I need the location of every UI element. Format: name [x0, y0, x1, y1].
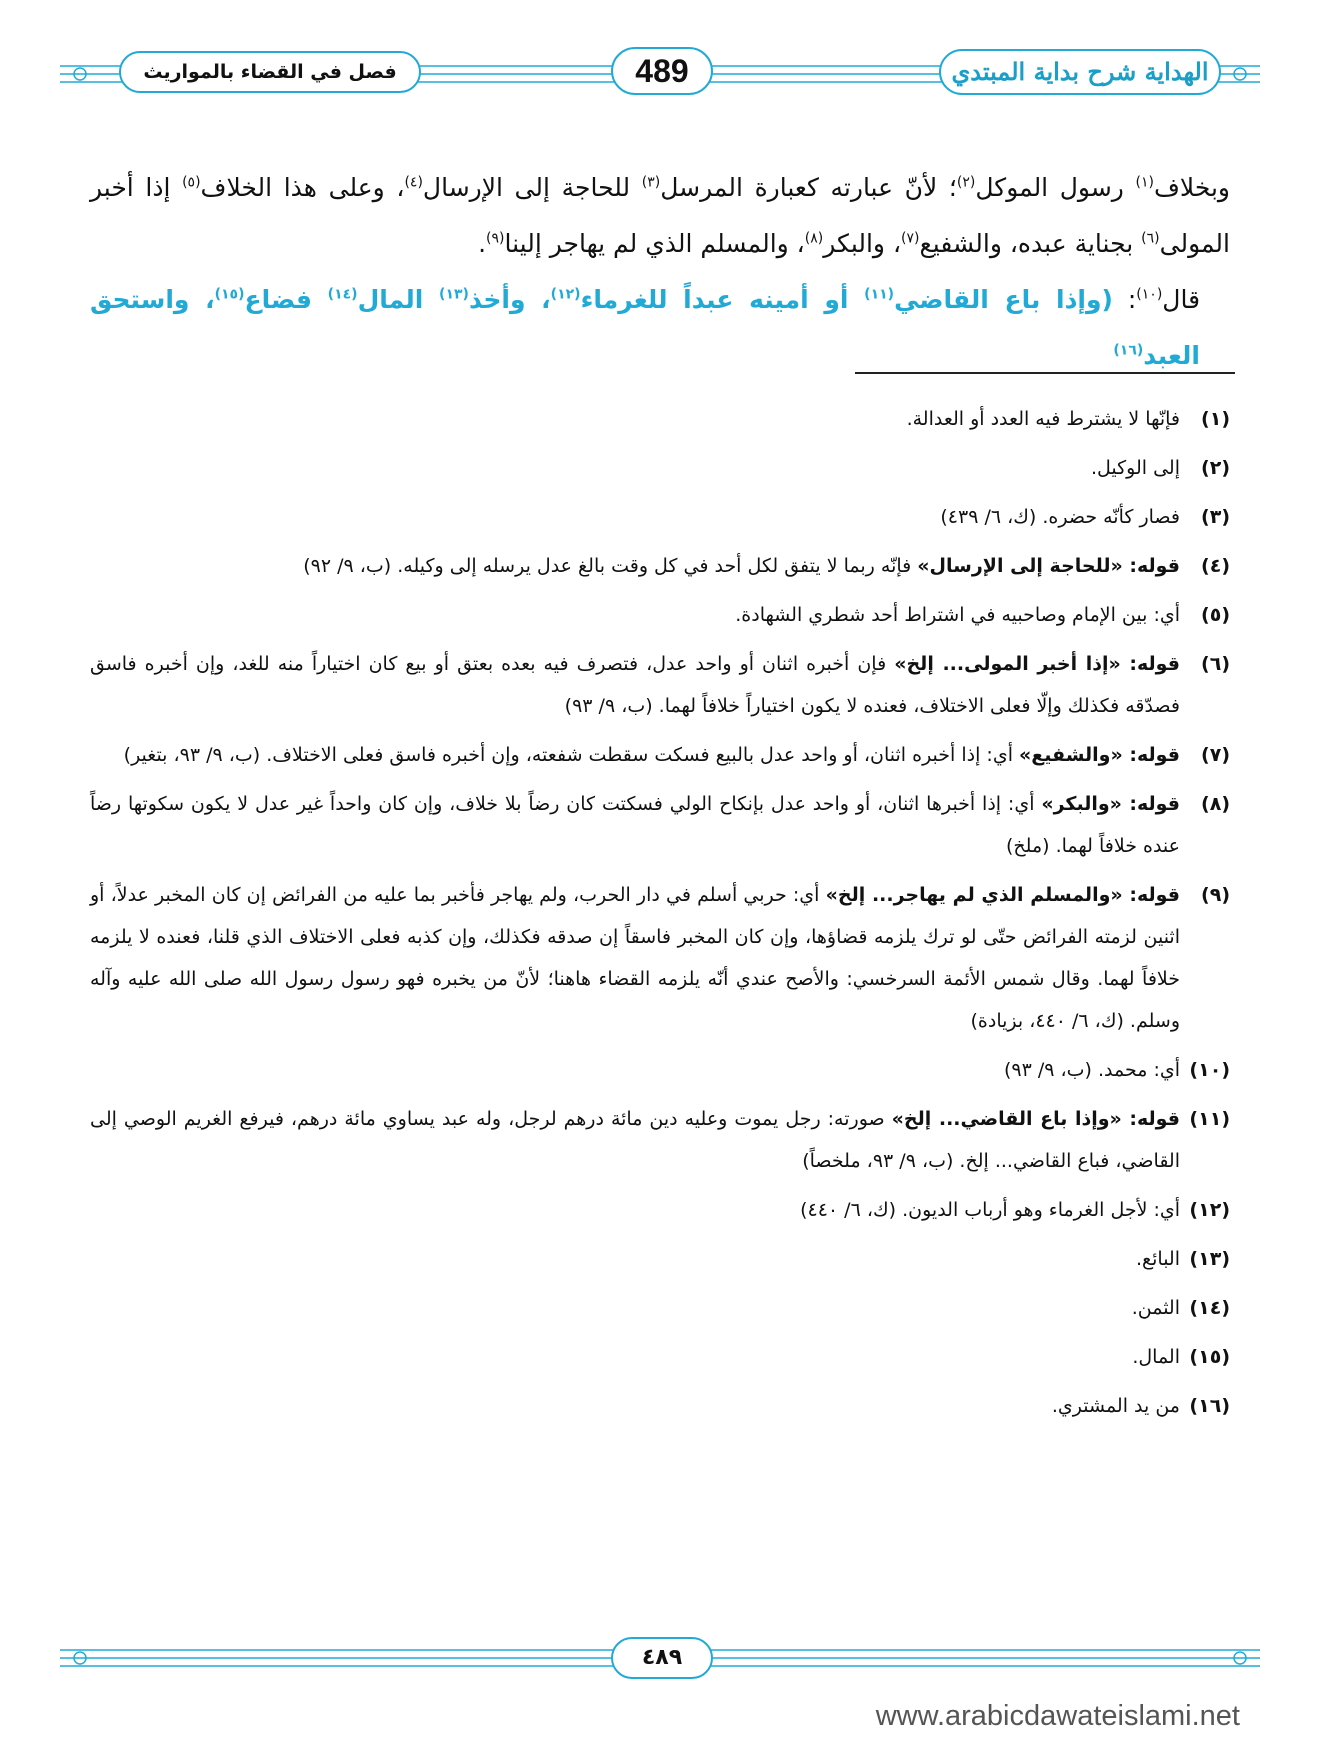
footnote-ref: (٧) — [901, 230, 920, 247]
footnote — [90, 594, 1230, 636]
footnote — [90, 1049, 1230, 1091]
footnote-number: (٣) — [1201, 506, 1230, 528]
footnote-number: (٨) — [1201, 793, 1230, 815]
footnote-text: أي: إذا أخبرها اثنان، أو واحد عدل بإنكاح الولي فسكتت كان رضاً بلا خلاف، وإن كان واحداً غير عدل لا يكون سكوتها رضاً عنده خلافاً لهما. (ملخ) — [90, 793, 1180, 857]
text-run: ؛ لأنّ عبارته كعبارة المرسل — [660, 173, 957, 202]
footnote-text: فإن أخبره اثنان أو واحد عدل، فتصرف فيه بعده بعتق أو بيع كان اختياراً منه للغد، وإن أخبره فاسق فصدّقه فكذلك وإلّا فعلى الاختلاف، فعنده لا يكون اختياراً خلافاً لهما. (ب، ٩/ ٩٣) — [90, 653, 1180, 717]
footnote-text: الثمن. — [1131, 1297, 1180, 1319]
footnote-number: (١٦) — [1189, 1395, 1230, 1417]
footnote-ref: (٨) — [804, 230, 824, 247]
text-run: بجناية عبده، والشفيع — [919, 229, 1142, 258]
footnote-lemma: قوله: «والمسلم الذي لم يهاجر... إلخ» — [825, 884, 1181, 906]
footer-page-number: ٤٨٩ — [641, 1645, 683, 1670]
matn-text — [90, 285, 1200, 370]
page-number: 489 — [635, 53, 689, 89]
footnote-text: أي: حربي أسلم في دار الحرب، ولم يهاجر فأخبر بما عليه من الفرائض إن كان المخبر عدلاً، أو اثنين لزمته الفرائض حتّى لو ترك يلزمه قضاؤها، وإن كان المخبر فاسقاً إن صدقه فكذلك، وإن كذبه فعلى الاختلاف الذي قلنا، فعنده لا يلزمه خلافاً لهما. وقال شمس الأئمة السرخسي: والأصح عندي أنّه يلزمه القضاء هاهنا؛ لأنّ من يخبره فهو رسول رسول الله صلى الله عليه وآله وسلم. (ك، ٦/ ٤٤٠، بزيادة) — [90, 884, 1180, 1032]
footnote — [90, 496, 1230, 538]
footnote-text: أي: بين الإمام وصاحبيه في اشتراط أحد شطري الشهادة. — [735, 604, 1180, 626]
footnote-number: (٦) — [1201, 653, 1230, 675]
footnote-text: إلى الوكيل. — [1090, 457, 1180, 479]
footnote-number: (١) — [1201, 408, 1230, 430]
text-run: ، والمسلم الذي لم يهاجر إلينا — [504, 229, 805, 258]
text-run: : — [1112, 285, 1137, 314]
footnote — [90, 545, 1230, 587]
footnote-ref: (١٠) — [1136, 286, 1163, 303]
text-run: وبخلاف — [1153, 173, 1230, 202]
footnote-text: فصار كأنّه حضره. (ك، ٦/ ٤٣٩) — [940, 506, 1180, 528]
footnote-number: (١٤) — [1189, 1297, 1230, 1319]
footnote-number: (٢) — [1201, 457, 1230, 479]
main-paragraph — [90, 160, 1230, 272]
footnote — [90, 398, 1230, 440]
text-run: للحاجة إلى الإرسال — [422, 173, 642, 202]
footnote-text: صورته: رجل يموت وعليه دين مائة درهم لرجل، وله عبد يساوي مائة درهم، فيرفع الغريم الوصي إلى القاضي، فباع القاضي... إلخ. (ب، ٩/ ٩٣، ملخصاً) — [90, 1108, 1180, 1172]
footnote-lemma: قوله: «إذا أخبر المولى... إلخ» — [894, 653, 1181, 675]
footnote-ref: (١٦) — [1113, 342, 1144, 359]
book-title: الهداية شرح بداية المبتدي — [951, 57, 1209, 86]
footnote — [90, 643, 1230, 727]
footnote-text: من يد المشتري. — [1051, 1395, 1180, 1417]
text-run: . — [478, 229, 487, 258]
footnote — [90, 1336, 1230, 1378]
footnote-number: (٩) — [1201, 884, 1230, 906]
section-title: فصل في القضاء بالمواريث — [143, 61, 397, 83]
footnote-lemma: قوله: «وإذا باع القاضي... إلخ» — [891, 1108, 1181, 1130]
footnote-ref: (٢) — [956, 174, 976, 191]
matn-run: (وإذا باع القاضي — [894, 285, 1113, 314]
footnote-text: أي: محمد. (ب، ٩/ ٩٣) — [1003, 1059, 1180, 1081]
footnote-ref: (١) — [1135, 174, 1154, 191]
text-run: إذا أخبر المولى — [90, 173, 1230, 258]
footnote-number: (١٢) — [1189, 1199, 1230, 1221]
footnote-number: (٧) — [1201, 744, 1230, 766]
main-text — [90, 160, 1230, 384]
matn-run: ، وأخذ — [468, 285, 551, 314]
footnote — [90, 1189, 1230, 1231]
footnote-number: (٥) — [1201, 604, 1230, 626]
footnote-text: فإنّها لا يشترط فيه العدد أو العدالة. — [906, 408, 1180, 430]
footnote-number: (١١) — [1189, 1108, 1230, 1130]
footnote-ref: (٩) — [486, 230, 505, 247]
footnote-text: البائع. — [1135, 1248, 1180, 1270]
footnote-number: (١٣) — [1189, 1248, 1230, 1270]
footnote — [90, 1287, 1230, 1329]
footnote-ref: (٥) — [182, 174, 201, 191]
footnote-ref: (٣) — [641, 174, 661, 191]
footnote-text: أي: لأجل الغرماء وهو أرباب الديون. (ك، ٦/ ٤٤٠) — [800, 1199, 1180, 1221]
footnote — [90, 1385, 1230, 1427]
footnote-divider — [855, 372, 1235, 374]
footnote-number: (١٥) — [1189, 1346, 1230, 1368]
matn-run: المال — [357, 285, 440, 314]
website-link[interactable]: www.arabicdawateislami.net — [875, 1700, 1240, 1732]
footnote-ref: (١٢) — [550, 286, 581, 303]
footnote-lemma: قوله: «والبكر» — [1041, 793, 1180, 815]
footnote-text: أي: إذا أخبره اثنان، أو واحد عدل بالبيع فسكت سقطت شفعته، وإن أخبره فاسق فعلى الاختلاف. (ب، ٩/ ٩٣، بتغير) — [123, 744, 1020, 766]
footnote-ref: (١١) — [864, 286, 895, 303]
footnote-number: (١٠) — [1189, 1059, 1230, 1081]
footnote — [90, 1098, 1230, 1182]
footnotes — [90, 398, 1230, 1434]
footnote-lemma: قوله: «والشفيع» — [1019, 744, 1180, 766]
footnote — [90, 447, 1230, 489]
page-header — [60, 44, 1260, 104]
footnote — [90, 783, 1230, 867]
footnote — [90, 874, 1230, 1042]
footnote-number: (٤) — [1201, 555, 1230, 577]
footnote-ref: (٦) — [1141, 230, 1160, 247]
footnote-ref: (١٥) — [214, 286, 245, 303]
qal-label: قال — [1162, 285, 1201, 314]
text-run: رسول الموكل — [975, 173, 1136, 202]
main-matn-paragraph — [90, 272, 1230, 384]
footnote-ref: (٤) — [404, 174, 423, 191]
footnote — [90, 1238, 1230, 1280]
text-run: ، والبكر — [823, 229, 902, 258]
footnote-ref: (١٣) — [439, 286, 469, 303]
text-run: ، وعلى هذا الخلاف — [200, 173, 405, 202]
matn-run: ، واستحق العبد — [90, 285, 1200, 370]
footnote — [90, 734, 1230, 776]
matn-run: فضاع — [244, 285, 328, 314]
footnote-text: فإنّه ربما لا يتفق لكل أحد في كل وقت بالغ عدل يرسله إلى وكيله. (ب، ٩/ ٩٢) — [303, 555, 918, 577]
footnote-text: المال. — [1132, 1346, 1180, 1368]
page-footer — [60, 1634, 1260, 1684]
footnote-lemma: قوله: «للحاجة إلى الإرسال» — [917, 555, 1180, 577]
matn-run: أو أمينه عبداً للغرماء — [580, 285, 865, 314]
footnote-ref: (١٤) — [327, 286, 358, 303]
